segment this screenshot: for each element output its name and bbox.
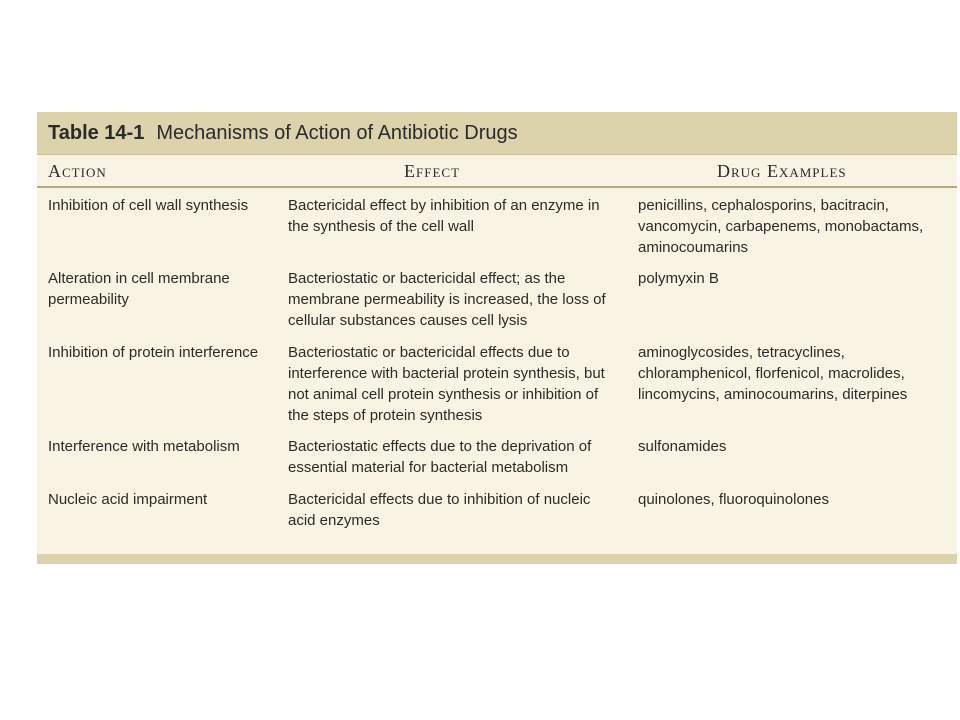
title-divider [37, 154, 957, 155]
column-header-effect: Effect [404, 161, 461, 181]
table-title-text: Mechanisms of Action of Antibiotic Drugs [156, 122, 518, 144]
effect-cell: Bacteriostatic or bactericidal effect; as the membrane permeability is increased, the loss of cellular substances causes cell lysis [288, 270, 606, 329]
effect-cell: Bactericidal effect by inhibition of an enzyme in the synthesis of the cell wall [288, 197, 600, 235]
table-title-bar [37, 112, 957, 154]
action-cell: Inhibition of protein interference [48, 344, 259, 361]
drug-examples-cell: penicillins, cephalosporins, bacitracin, vancomycin, carbapenems, monobactams, aminocoumarins [638, 197, 924, 256]
column-header-drug-examples: Drug Examples [717, 161, 847, 181]
drug-examples-cell: aminoglycosides, tetracyclines, chloramphenicol, florfenicol, macrolides, lincomycins, aminocoumarins, diterpines [638, 344, 908, 403]
drug-examples-cell: sulfonamides [638, 438, 727, 455]
effect-cell: Bacteriostatic or bactericidal effects due to interference with bacterial protein synthesis, but not animal cell protein synthesis or inhibition of the steps of protein synthesis [288, 344, 605, 424]
effect-cell: Bactericidal effects due to inhibition of nucleic acid enzymes [288, 491, 591, 529]
drug-examples-cell: quinolones, fluoroquinolones [638, 491, 829, 508]
antibiotic-mechanisms-table [37, 112, 957, 564]
effect-cell: Bacteriostatic effects due to the deprivation of essential material for bacterial metabolism [288, 438, 592, 476]
table-label: Table 14-1 [48, 122, 145, 144]
header-divider [37, 186, 957, 188]
action-cell: Alteration in cell membrane permeability [48, 270, 230, 308]
action-cell: Inhibition of cell wall synthesis [48, 197, 249, 214]
column-header-action: Action [48, 161, 107, 181]
action-cell: Interference with metabolism [48, 438, 240, 455]
drug-examples-cell: polymyxin B [638, 270, 719, 287]
action-cell: Nucleic acid impairment [48, 491, 208, 508]
table-title [48, 121, 518, 145]
table-bottom-bar [37, 554, 957, 564]
